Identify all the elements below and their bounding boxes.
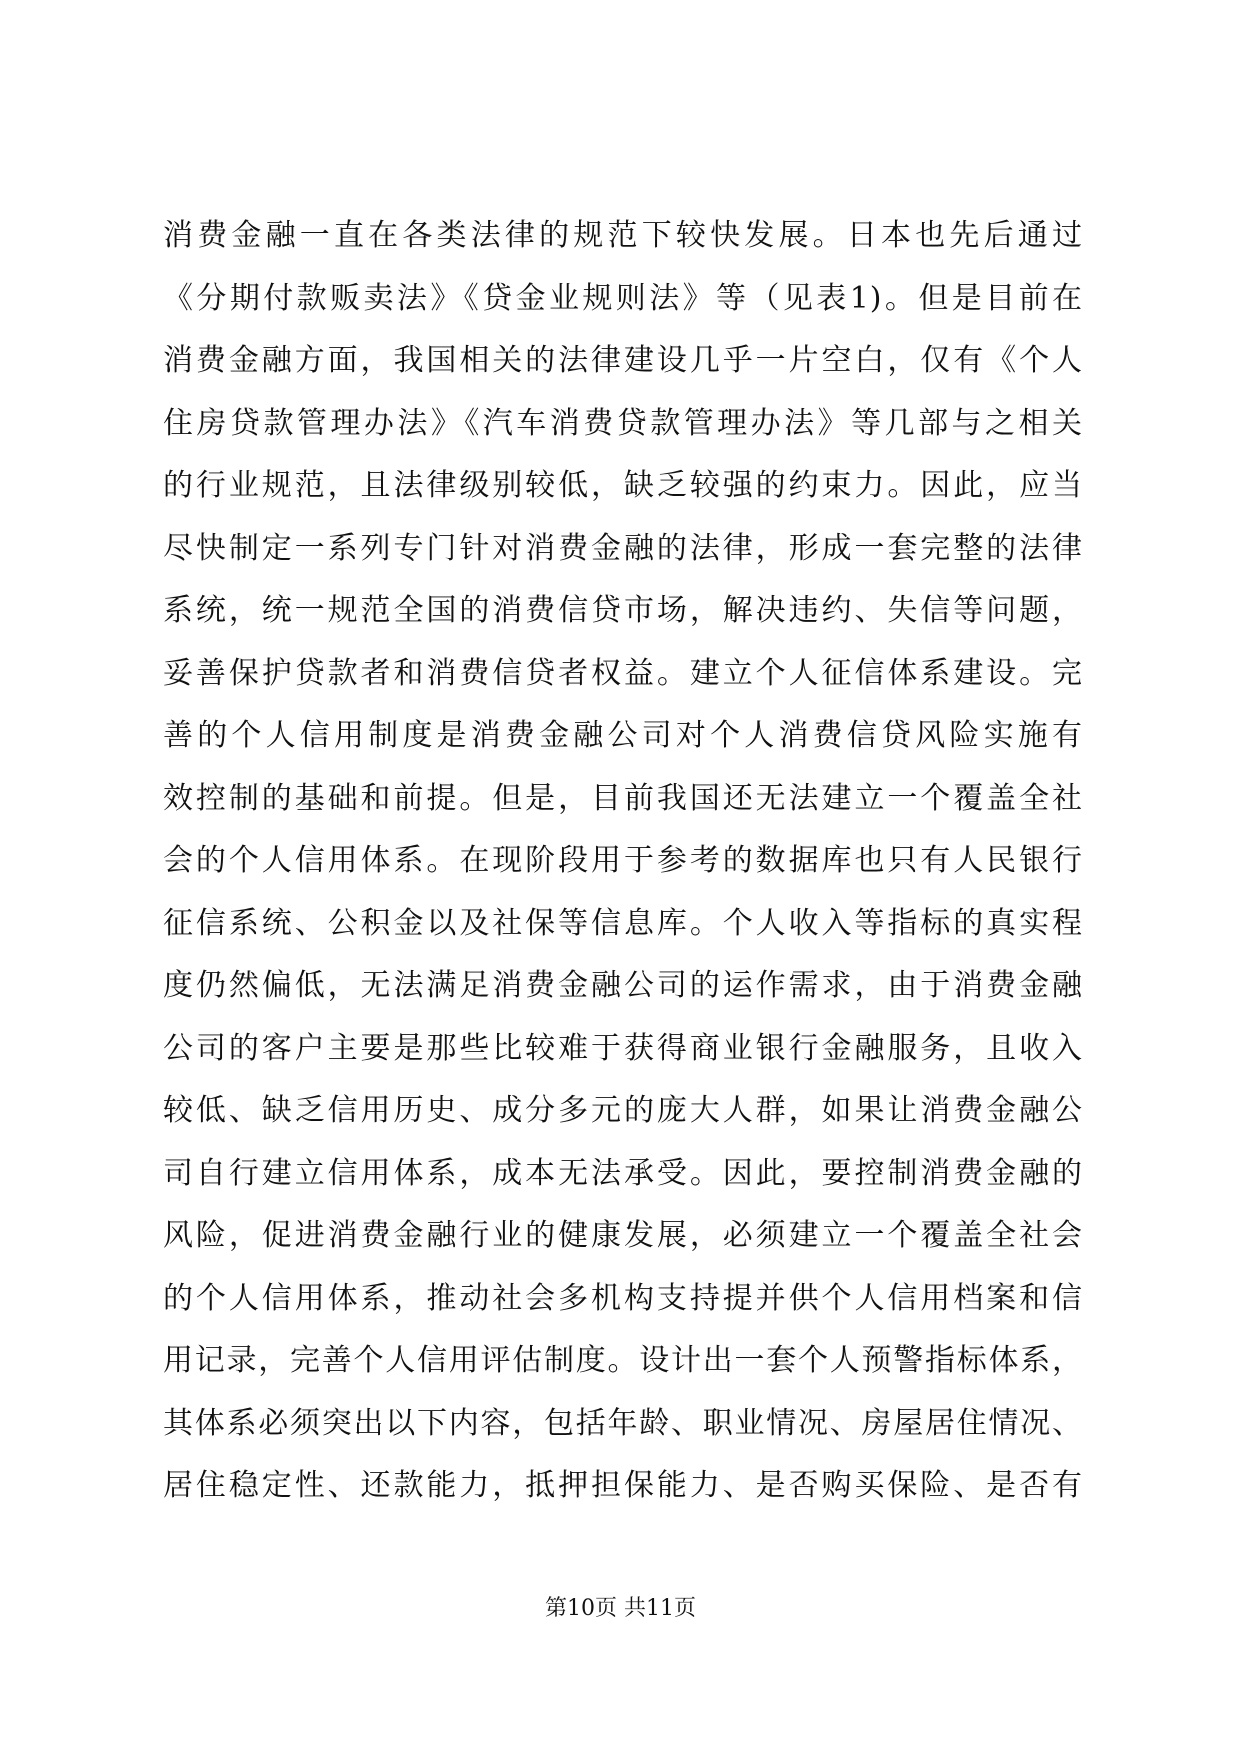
text-line: 消费金融方面，我国相关的法律建设几乎一片空白，仅有《个人 bbox=[163, 343, 1083, 378]
text-line: 居住稳定性、还款能力，抵押担保能力、是否购买保险、是否有 bbox=[163, 1468, 1083, 1503]
text-line: 尽快制定一系列专门针对消费金融的法律，形成一套完整的法律 bbox=[163, 530, 1083, 566]
text-line: 度仍然偏低，无法满足消费金融公司的运作需求，由于消费金融 bbox=[163, 968, 1083, 1003]
text-line: 司自行建立信用体系，成本无法承受。因此，要控制消费金融的 bbox=[163, 1155, 1083, 1191]
text-line: 妥善保护贷款者和消费信贷者权益。建立个人征信体系建设。完 bbox=[163, 655, 1083, 691]
text-line: 系统，统一规范全国的消费信贷市场，解决违约、失信等问题， bbox=[163, 593, 1083, 628]
text-line: 风险，促进消费金融行业的健康发展，必须建立一个覆盖全社会 bbox=[163, 1218, 1083, 1253]
text-line: 公司的客户主要是那些比较难于获得商业银行金融服务，且收入 bbox=[163, 1030, 1083, 1066]
text-line: 住房贷款管理办法》《汽车消费贷款管理办法》等几部与之相关 bbox=[163, 405, 1083, 441]
text-line: 效控制的基础和前提。但是，目前我国还无法建立一个覆盖全社 bbox=[163, 780, 1083, 816]
body-text bbox=[163, 205, 1083, 1518]
text-line: 善的个人信用制度是消费金融公司对个人消费信贷风险实施有 bbox=[163, 718, 1083, 753]
text-line: 用记录，完善个人信用评估制度。设计出一套个人预警指标体系， bbox=[163, 1343, 1083, 1378]
page-number: 第10页 共11页 bbox=[545, 1596, 696, 1621]
text-line: 的个人信用体系，推动社会多机构支持提并供个人信用档案和信 bbox=[163, 1280, 1083, 1316]
text-line: 征信系统、公积金以及社保等信息库。个人收入等指标的真实程 bbox=[163, 905, 1083, 941]
text-line: 较低、缺乏信用历史、成分多元的庞大人群，如果让消费金融公 bbox=[163, 1093, 1083, 1128]
page-footer bbox=[0, 1594, 1241, 1624]
text-line: 消费金融一直在各类法律的规范下较快发展。日本也先后通过 bbox=[163, 218, 1083, 253]
text-line: 其体系必须突出以下内容，包括年龄、职业情况、房屋居住情况、 bbox=[163, 1405, 1083, 1441]
text-line: 会的个人信用体系。在现阶段用于参考的数据库也只有人民银行 bbox=[163, 843, 1083, 878]
text-line: 的行业规范，且法律级别较低，缺乏较强的约束力。因此，应当 bbox=[163, 468, 1083, 503]
text-line: 《分期付款贩卖法》《贷金业规则法》等（见表1)。但是目前在 bbox=[163, 280, 1083, 316]
